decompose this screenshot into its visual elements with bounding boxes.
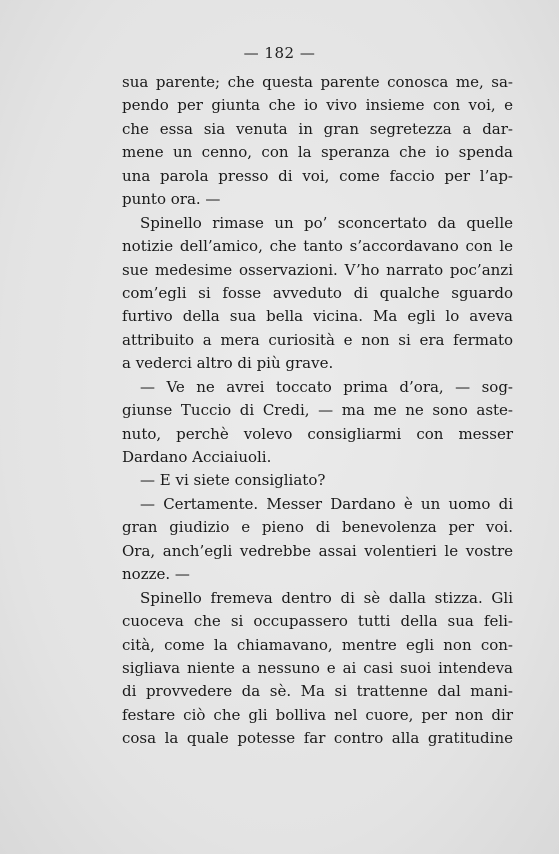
text-line: Spinello rimase un po’ sconcertato da quelle bbox=[140, 213, 513, 232]
text-line: una parola presso di voi, come faccio per l’ap- bbox=[122, 166, 513, 185]
text-line: punto ora. — bbox=[122, 190, 221, 209]
text-line: attribuito a mera curiosità e non si era fermato bbox=[122, 330, 513, 349]
text-line: cosa la quale potesse far contro alla gratitudine bbox=[122, 729, 513, 748]
text-line: sua parente; che questa parente conosca me, sa- bbox=[122, 73, 513, 91]
text-line: mene un cenno, con la speranza che io spenda bbox=[122, 143, 513, 162]
page-number: — 182 — bbox=[243, 44, 316, 62]
text-line: Ora, anch’egli vedrebbe assai volentieri le vostre bbox=[122, 541, 513, 560]
text-line: nozze. — bbox=[122, 565, 190, 584]
text-line: notizie dell’amico, che tanto s’accordavano con le bbox=[122, 237, 513, 256]
text-line: — Ve ne avrei toccato prima d’ora, — sog- bbox=[140, 377, 513, 396]
text-line: cità, come la chiamavano, mentre egli non con- bbox=[122, 635, 513, 654]
text-line: nuto, perchè volevo consigliarmi con messer bbox=[122, 424, 513, 443]
text-line: Spinello fremeva dentro di sè dalla stizza. Gli bbox=[140, 588, 513, 607]
body-text bbox=[122, 71, 513, 751]
text-line: a vederci altro di più grave. bbox=[122, 354, 334, 373]
text-line: — E vi siete consigliato? bbox=[140, 471, 326, 490]
text-line: sigliava niente a nessuno e ai casi suoi intendeva bbox=[122, 658, 513, 677]
text-line: giunse Tuccio di Credi, — ma me ne sono aste- bbox=[122, 401, 513, 420]
text-line: di provvedere da sè. Ma si trattenne dal mani- bbox=[122, 682, 513, 701]
text-line: festare ciò che gli bolliva nel cuore, per non dir bbox=[122, 705, 513, 724]
text-line: com’egli si fosse avveduto di qualche sguardo bbox=[122, 283, 513, 302]
text-line: cuoceva che si occupassero tutti della sua feli- bbox=[122, 612, 513, 631]
text-line: sue medesime osservazioni. V’ho narrato poc’anzi bbox=[122, 260, 513, 279]
text-line: Dardano Acciaiuoli. bbox=[122, 448, 272, 466]
text-line: gran giudizio e pieno di benevolenza per voi. bbox=[122, 518, 513, 537]
text-line: — Certamente. Messer Dardano è un uomo di bbox=[140, 494, 513, 513]
text-line: pendo per giunta che io vivo insieme con voi, e bbox=[122, 96, 513, 115]
text-line: furtivo della sua bella vicina. Ma egli lo aveva bbox=[122, 307, 513, 326]
text-line: che essa sia venuta in gran segretezza a dar- bbox=[122, 119, 513, 138]
